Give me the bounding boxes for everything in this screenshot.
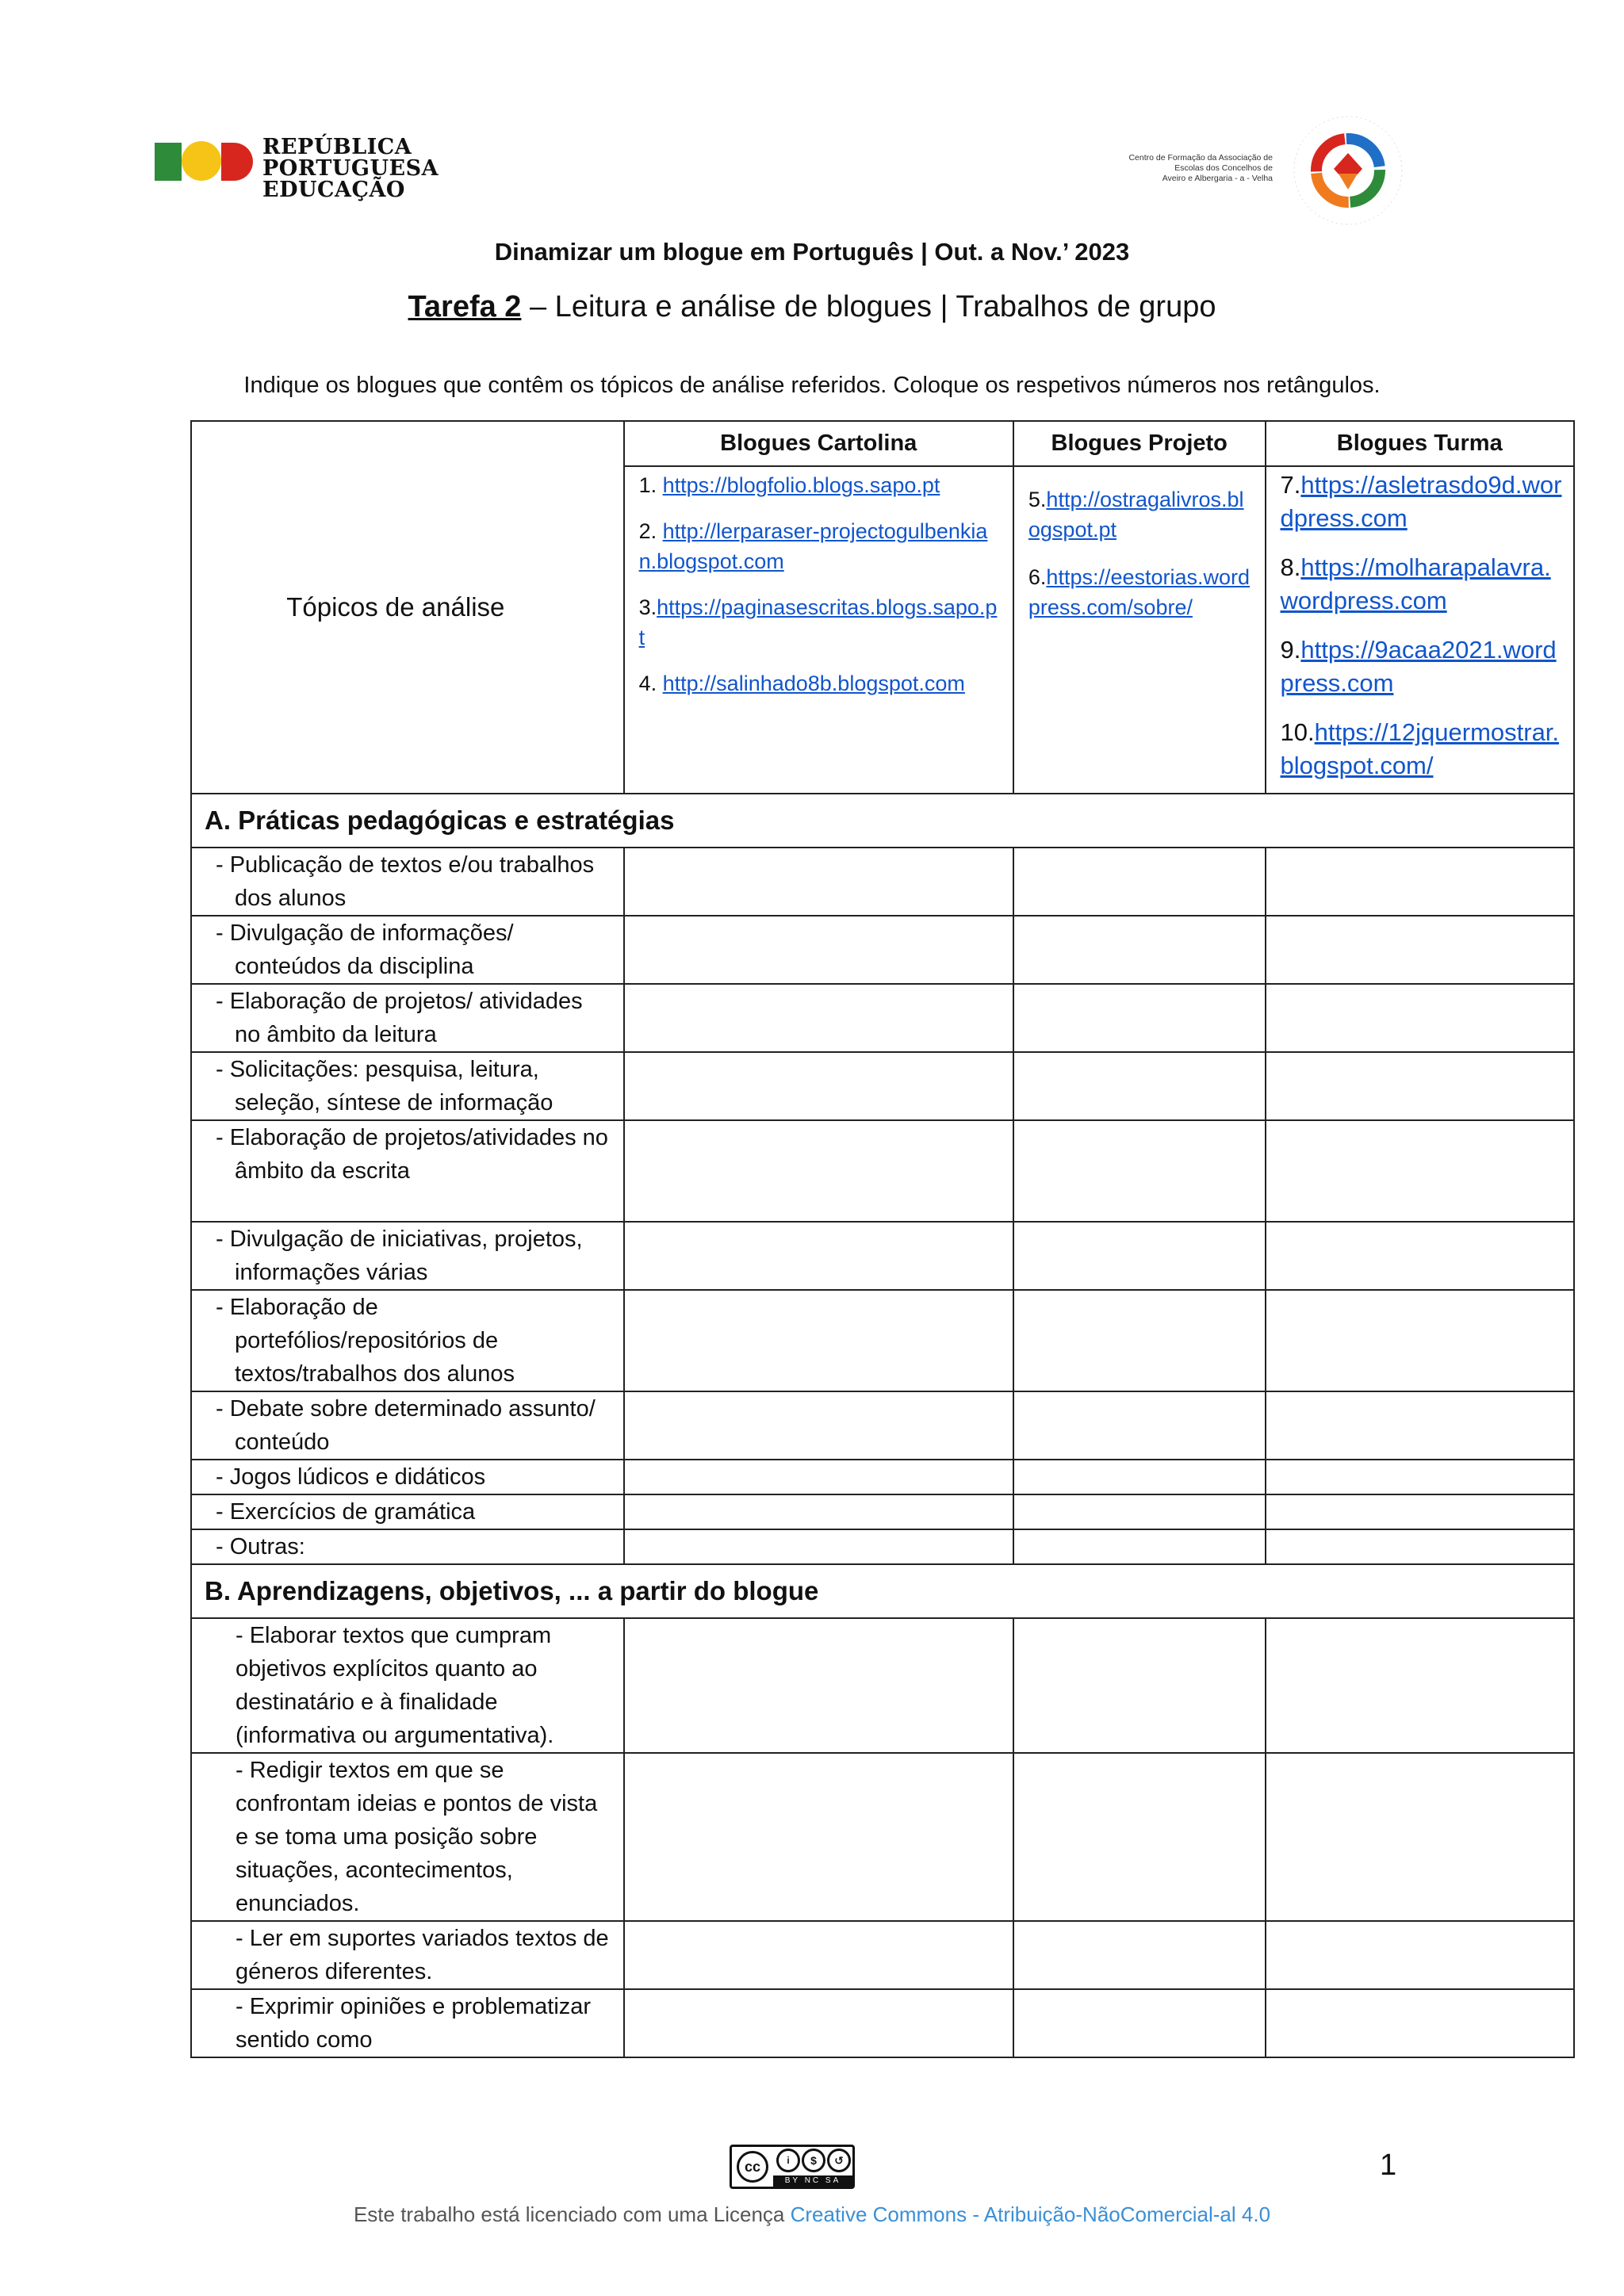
cfae-emblem-icon bbox=[1285, 107, 1411, 234]
answer-cell-projeto[interactable] bbox=[1013, 1120, 1266, 1222]
header-row bbox=[191, 421, 1574, 466]
answer-cell-turma[interactable] bbox=[1266, 1753, 1575, 1921]
nc-icon: $ bbox=[802, 2149, 825, 2172]
table-row bbox=[191, 1989, 1574, 2057]
page-number: 1 bbox=[1380, 2149, 1397, 2182]
flag-red-shape bbox=[221, 143, 253, 181]
cc-badge-label: BY NC SA bbox=[773, 2175, 852, 2187]
objective-label: - Redigir textos em que se confrontam ideias e pontos de vista e se toma uma posição sobre situações, acontecimentos, enunciados. bbox=[191, 1753, 624, 1921]
answer-cell-projeto[interactable] bbox=[1013, 848, 1266, 916]
answer-cell-turma[interactable] bbox=[1266, 1120, 1575, 1222]
blog-link-8[interactable]: 8.https://molharapalavra.wordpress.com bbox=[1280, 553, 1551, 615]
answer-cell-turma[interactable] bbox=[1266, 1460, 1575, 1494]
blog-link-3[interactable]: 3.https://paginasescritas.blogs.sapo.pt bbox=[638, 595, 998, 650]
blog-link-5[interactable]: 5.http://ostragalivros.blogspot.pt bbox=[1028, 488, 1244, 542]
topic-label: - Elaboração de projetos/atividades no âmbito da escrita bbox=[191, 1120, 624, 1222]
republica-portuguesa-logo bbox=[155, 135, 439, 209]
answer-cell-turma[interactable] bbox=[1266, 916, 1575, 984]
instructions: Indique os blogues que contêm os tópicos de análise referidos. Coloque os respetivos números nos retângulos. bbox=[243, 373, 1381, 398]
section-a-row bbox=[191, 794, 1574, 848]
answer-cell-projeto[interactable] bbox=[1013, 1290, 1266, 1391]
answer-cell-cartolina[interactable] bbox=[624, 1290, 1013, 1391]
answer-cell-cartolina[interactable] bbox=[624, 1989, 1013, 2057]
section-b-row bbox=[191, 1564, 1574, 1618]
sa-icon: ↺ bbox=[827, 2149, 851, 2172]
blog-link-2[interactable]: 2. http://lerparaser-projectogulbenkian.blogspot.com bbox=[638, 519, 988, 574]
col-header-projeto: Blogues Projeto bbox=[1013, 421, 1266, 466]
table-row bbox=[191, 848, 1574, 916]
answer-cell-turma[interactable] bbox=[1266, 848, 1575, 916]
task-subtitle: – Leitura e análise de blogues | Trabalhos de grupo bbox=[521, 290, 1216, 323]
answer-cell-projeto[interactable] bbox=[1013, 1529, 1266, 1564]
answer-cell-turma[interactable] bbox=[1266, 1052, 1575, 1120]
answer-cell-cartolina[interactable] bbox=[624, 1529, 1013, 1564]
topic-label: - Outras: bbox=[191, 1529, 624, 1564]
answer-cell-projeto[interactable] bbox=[1013, 1618, 1266, 1753]
flag-yellow-circle bbox=[182, 141, 221, 181]
table-row bbox=[191, 1460, 1574, 1494]
by-icon: i bbox=[776, 2149, 800, 2172]
centro-formacao-logo bbox=[1114, 107, 1479, 234]
table-row bbox=[191, 1494, 1574, 1529]
task-label: Tarefa 2 bbox=[408, 290, 522, 323]
answer-cell-cartolina[interactable] bbox=[624, 984, 1013, 1052]
objective-label: - Exprimir opiniões e problematizar sentido como bbox=[191, 1989, 624, 2057]
answer-cell-projeto[interactable] bbox=[1013, 1921, 1266, 1989]
logo-right-text: Centro de Formação da Associação de Escolas dos Concelhos de Aveiro e Albergaria - a - Velha bbox=[1128, 153, 1273, 183]
topic-label: - Solicitações: pesquisa, leitura, seleção, síntese de informação bbox=[191, 1052, 624, 1120]
blog-link-1[interactable]: 1. https://blogfolio.blogs.sapo.pt bbox=[638, 473, 940, 498]
topic-label: - Publicação de textos e/ou trabalhos dos alunos bbox=[191, 848, 624, 916]
blog-link-6[interactable]: 6.https://eestorias.wordpress.com/sobre/ bbox=[1028, 565, 1251, 620]
table-row bbox=[191, 1753, 1574, 1921]
flag-green-bar bbox=[155, 143, 182, 181]
answer-cell-turma[interactable] bbox=[1266, 1921, 1575, 1989]
answer-cell-projeto[interactable] bbox=[1013, 1391, 1266, 1460]
answer-cell-turma[interactable] bbox=[1266, 1391, 1575, 1460]
blog-link-10[interactable]: 10.https://12jquermostrar.blogspot.com/ bbox=[1280, 718, 1560, 780]
col-header-cartolina: Blogues Cartolina bbox=[624, 421, 1013, 466]
turma-links bbox=[1266, 466, 1575, 794]
topics-label: Tópicos de análise bbox=[191, 421, 624, 794]
answer-cell-cartolina[interactable] bbox=[624, 1120, 1013, 1222]
answer-cell-turma[interactable] bbox=[1266, 1618, 1575, 1753]
creative-commons-badge bbox=[730, 2145, 855, 2189]
answer-cell-turma[interactable] bbox=[1266, 1529, 1575, 1564]
answer-cell-projeto[interactable] bbox=[1013, 1753, 1266, 1921]
col-header-turma: Blogues Turma bbox=[1266, 421, 1575, 466]
answer-cell-turma[interactable] bbox=[1266, 1290, 1575, 1391]
objective-label: - Ler em suportes variados textos de géneros diferentes. bbox=[191, 1921, 624, 1989]
answer-cell-cartolina[interactable] bbox=[624, 1494, 1013, 1529]
analysis-table bbox=[190, 420, 1575, 2058]
document-title: Dinamizar um blogue em Português | Out. a Nov.’ 2023 bbox=[494, 238, 1130, 266]
table-row bbox=[191, 1618, 1574, 1753]
answer-cell-cartolina[interactable] bbox=[624, 1618, 1013, 1753]
topic-label: - Debate sobre determinado assunto/ conteúdo bbox=[191, 1391, 624, 1460]
answer-cell-projeto[interactable] bbox=[1013, 1222, 1266, 1290]
blog-link-9[interactable]: 9.https://9acaa2021.wordpress.com bbox=[1280, 636, 1557, 698]
answer-cell-cartolina[interactable] bbox=[624, 848, 1013, 916]
table-row bbox=[191, 1391, 1574, 1460]
cc-icon: cc bbox=[737, 2151, 768, 2183]
table-row bbox=[191, 1052, 1574, 1120]
answer-cell-projeto[interactable] bbox=[1013, 1989, 1266, 2057]
objective-label: - Elaborar textos que cumpram objetivos explícitos quanto ao destinatário e à finalidade (informativa ou argumentativa). bbox=[191, 1618, 624, 1753]
topic-label: - Divulgação de iniciativas, projetos, informações várias bbox=[191, 1222, 624, 1290]
answer-cell-turma[interactable] bbox=[1266, 1989, 1575, 2057]
projeto-links bbox=[1013, 466, 1266, 794]
license-footer: Este trabalho está licenciado com uma Licença Creative Commons - Atribuição-NãoComercial-al 4.0 bbox=[353, 2202, 1271, 2226]
answer-cell-projeto[interactable] bbox=[1013, 984, 1266, 1052]
answer-cell-turma[interactable] bbox=[1266, 984, 1575, 1052]
answer-cell-projeto[interactable] bbox=[1013, 1052, 1266, 1120]
answer-cell-cartolina[interactable] bbox=[624, 1052, 1013, 1120]
table-row bbox=[191, 916, 1574, 984]
section-b-heading: B. Aprendizagens, objetivos, ... a partir do blogue bbox=[191, 1564, 1574, 1618]
answer-cell-cartolina[interactable] bbox=[624, 916, 1013, 984]
topic-label: - Exercícios de gramática bbox=[191, 1494, 624, 1529]
topic-label: - Jogos lúdicos e didáticos bbox=[191, 1460, 624, 1494]
answer-cell-cartolina[interactable] bbox=[624, 1391, 1013, 1460]
answer-cell-turma[interactable] bbox=[1266, 1494, 1575, 1529]
table-row bbox=[191, 1921, 1574, 1989]
table-row bbox=[191, 1290, 1574, 1391]
topic-label: - Elaboração de portefólios/repositórios de textos/trabalhos dos alunos bbox=[191, 1290, 624, 1391]
license-link[interactable]: Creative Commons - Atribuição-NãoComercial-al 4.0 bbox=[790, 2202, 1271, 2226]
answer-cell-turma[interactable] bbox=[1266, 1222, 1575, 1290]
topic-label: - Elaboração de projetos/ atividades no âmbito da leitura bbox=[191, 984, 624, 1052]
logo-left-text: REPÚBLICA PORTUGUESA EDUCAÇÃO bbox=[262, 135, 439, 202]
answer-cell-projeto[interactable] bbox=[1013, 1460, 1266, 1494]
answer-cell-projeto[interactable] bbox=[1013, 1494, 1266, 1529]
answer-cell-cartolina[interactable] bbox=[624, 1753, 1013, 1921]
section-a-heading: A. Práticas pedagógicas e estratégias bbox=[191, 794, 1574, 848]
answer-cell-cartolina[interactable] bbox=[624, 1460, 1013, 1494]
table-row bbox=[191, 1120, 1574, 1222]
task-title bbox=[0, 290, 1624, 324]
answer-cell-cartolina[interactable] bbox=[624, 1921, 1013, 1989]
topic-label: - Divulgação de informações/ conteúdos da disciplina bbox=[191, 916, 624, 984]
table-row bbox=[191, 1222, 1574, 1290]
cartolina-links bbox=[624, 466, 1013, 794]
answer-cell-cartolina[interactable] bbox=[624, 1222, 1013, 1290]
blog-link-4[interactable]: 4. http://salinhado8b.blogspot.com bbox=[638, 672, 965, 696]
answer-cell-projeto[interactable] bbox=[1013, 916, 1266, 984]
table-row bbox=[191, 984, 1574, 1052]
blog-link-7[interactable]: 7.https://asletrasdo9d.wordpress.com bbox=[1280, 471, 1562, 533]
table-row bbox=[191, 1529, 1574, 1564]
